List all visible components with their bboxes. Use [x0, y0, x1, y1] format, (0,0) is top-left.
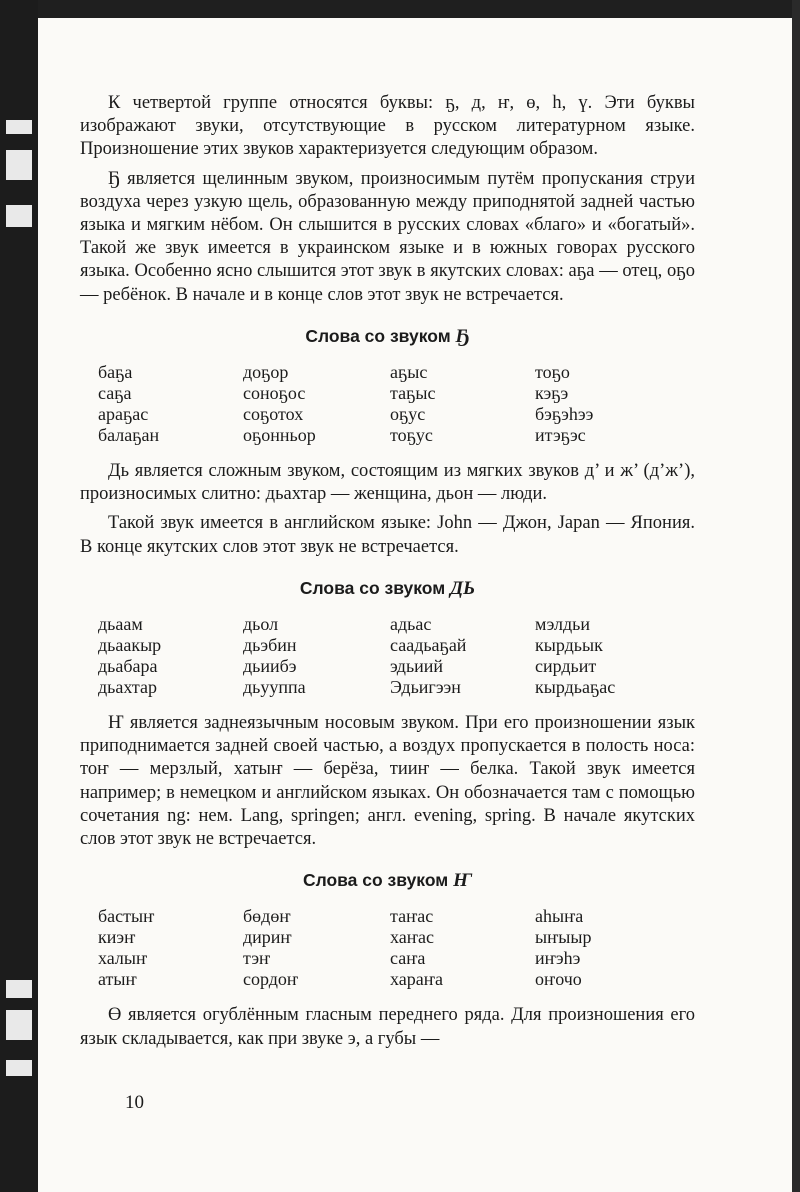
- word-item: адьас: [390, 614, 432, 635]
- word-item: дьэбин: [243, 635, 297, 656]
- word-item: таҕыс: [390, 383, 436, 404]
- word-item: кырдьык: [535, 635, 603, 656]
- word-item: итэҕэс: [535, 425, 586, 446]
- word-item: эдьиий: [390, 656, 444, 677]
- word-item: ыҥыыр: [535, 927, 592, 948]
- word-item: аҕыс: [390, 362, 428, 383]
- word-item: оҥочо: [535, 969, 582, 990]
- word-item: тоҕо: [535, 362, 570, 383]
- word-item: баҕа: [98, 362, 133, 383]
- word-item: атыҥ: [98, 969, 137, 990]
- word-item: халыҥ: [98, 948, 148, 969]
- word-item: саҥа: [390, 948, 426, 969]
- paragraph-oe-description: Ө является огублённым гласным переднего ряда. Для произношения его язык складывается, как при звуке э, а губы —: [80, 1005, 695, 1049]
- word-item: хаҥас: [390, 927, 434, 948]
- word-item: дьабара: [98, 656, 158, 677]
- word-item: дьахтар: [98, 677, 157, 698]
- word-table-ng: [98, 906, 695, 990]
- word-item: соҕотох: [243, 404, 304, 425]
- page-number: 10: [125, 1092, 144, 1113]
- page-content: [80, 92, 695, 1057]
- word-item: тэҥ: [243, 948, 271, 969]
- word-item: балаҕан: [98, 425, 160, 446]
- word-item: бөдөҥ: [243, 906, 291, 927]
- paragraph-dj-description: Дь является сложным звуком, состоящим из мягких звуков д’ и ж’ (д’ж’), произносимых слитно: дьахтар — женщина, дьон — люди.: [80, 461, 695, 505]
- paragraph-dj-english: Такой звук имеется в английском языке: John — Джон, Japan — Япония. В конце якутских слов этот звук не встречается.: [80, 513, 695, 557]
- section-heading-dj: Слова со звуком ДЬ: [299, 577, 476, 599]
- word-item: оҕус: [390, 404, 426, 425]
- scan-border-right: [792, 0, 800, 1192]
- word-item: саадьаҕай: [390, 635, 467, 656]
- word-table-dj: [98, 614, 695, 698]
- word-item: мэлдьи: [535, 614, 590, 635]
- word-item: хараҥа: [390, 969, 443, 990]
- word-item: дьаам: [98, 614, 143, 635]
- word-item: саҕа: [98, 383, 132, 404]
- word-item: араҕас: [98, 404, 149, 425]
- word-item: сордоҥ: [243, 969, 299, 990]
- word-item: кырдьаҕас: [535, 677, 616, 698]
- word-item: доҕор: [243, 362, 289, 383]
- word-item: дьиибэ: [243, 656, 297, 677]
- word-item: аһыҥа: [535, 906, 584, 927]
- word-item: киэҥ: [98, 927, 136, 948]
- word-item: Эдьигээн: [390, 677, 461, 698]
- word-item: дьаакыр: [98, 635, 162, 656]
- word-item: оҕонньор: [243, 425, 316, 446]
- word-item: сирдьит: [535, 656, 597, 677]
- section-heading-gh: Слова со звуком Ҕ: [305, 325, 470, 347]
- word-item: бастыҥ: [98, 906, 155, 927]
- word-item: соноҕос: [243, 383, 306, 404]
- scan-border-top: [0, 0, 800, 18]
- word-item: таҥас: [390, 906, 434, 927]
- scan-border-left: [0, 0, 38, 1192]
- section-heading-ng: Слова со звуком Ҥ: [302, 870, 473, 892]
- word-item: дириҥ: [243, 927, 292, 948]
- word-item: иҥэһэ: [535, 948, 581, 969]
- word-item: дьол: [243, 614, 279, 635]
- paragraph-gh-description: Ҕ является щелинным звуком, произносимым путём пропускания струи воздуха через узкую щель, образованную между приподнятой задней частью языка и мягким нёбом. Он слышится в русских словах «благо» и «богатый». Такой же звук имеется в украинском языке и в южных говорах русского языка. Особенно ясно слышится этот звук в якутских словах: аҕа — отец, оҕо — ребёнок. В начале и в конце слов этот звук не встречается.: [80, 168, 695, 305]
- paragraph-intro: К четвертой группе относятся буквы: ҕ, д, ҥ, ө, һ, ү. Эти буквы изображают звуки, отсутствующие в русском литературном языке. Произношение этих звуков характеризуется следующим образом.: [80, 93, 695, 160]
- word-item: дьууппа: [243, 677, 306, 698]
- word-item: тоҕус: [390, 425, 433, 446]
- word-table-gh: [98, 362, 695, 446]
- word-item: кэҕэ: [535, 383, 569, 404]
- paragraph-ng-description: Ҥ является заднеязычным носовым звуком. При его произношении язык приподнимается задней своей частью, а воздух пропускается в полость носа: тоҥ — мерзлый, хатыҥ — берёза, тииҥ — белка. Такой звук имеется например; в немецком и английском языках. Он обозначается там с помощью сочетания ng: нем. Lang, springen; англ. evening, spring. В начале якутских слов этот звук не встречается.: [80, 713, 695, 850]
- word-item: бэҕэһээ: [535, 404, 594, 425]
